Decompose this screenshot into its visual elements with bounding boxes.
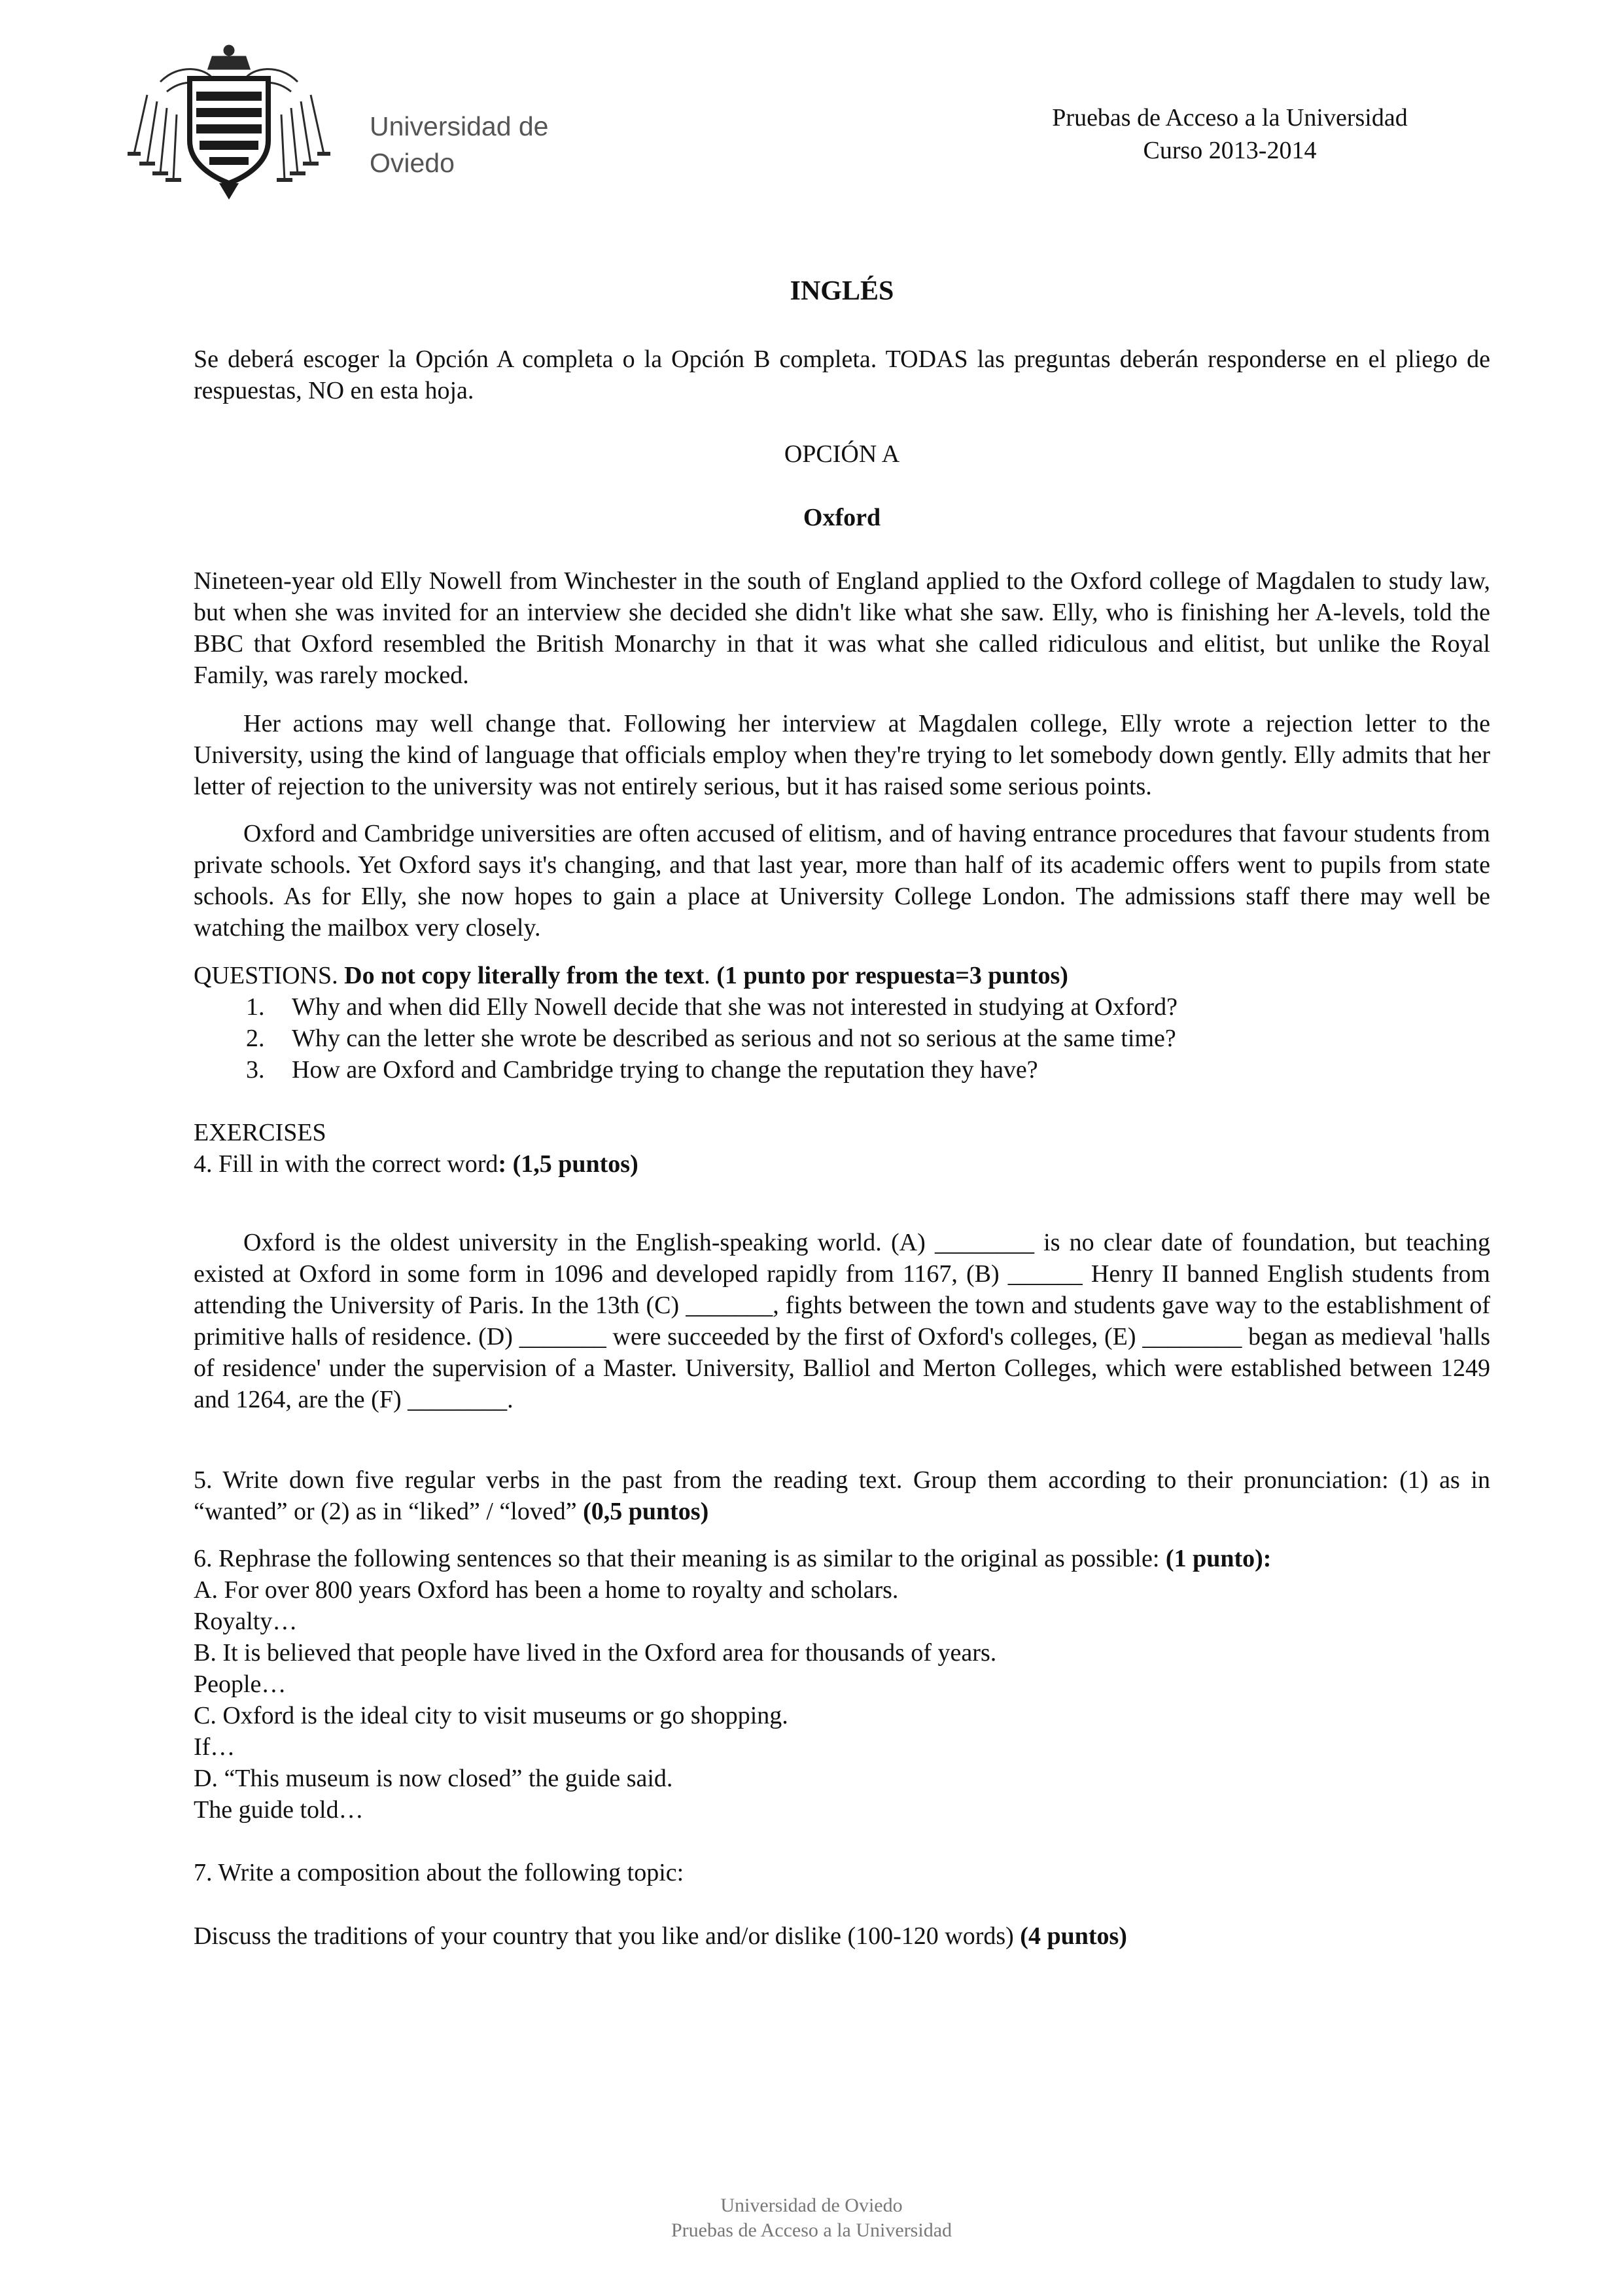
question-text: Why can the letter she wrote be described as serious and not so serious at the same time?: [292, 1025, 1176, 1052]
exercise-6-line: A. For over 800 years Oxford has been a home to royalty and scholars.: [194, 1576, 899, 1604]
questions-list: [194, 991, 1490, 1086]
footer-line1: Universidad de Oviedo: [720, 2195, 903, 2216]
question-number: 2.: [246, 1025, 265, 1052]
exercise-4-text: Oxford is the oldest university in the English-speaking world. (A) ________ is no clear date of foundation, but teaching existed at Oxford in some form in 1096 and developed rapidly from 1167, (B) ______ Henry II banned English students from attending the University of Paris. In the 13th (C) _______, fights between the town and students gave way to the establishment of primitive halls of residence. (D) _______ were succeeded by the first of Oxford's colleges, (E) ________ began as medieval 'halls of residence' under the supervision of a Master. University, Balliol and Merton Colleges, which were established between 1249 and 1264, are the (F) ________.: [194, 1229, 1490, 1413]
exercise-6-line: C. Oxford is the ideal city to visit museums or go shopping.: [194, 1702, 788, 1729]
exercise-4-heading: [194, 1148, 1490, 1180]
questions-label: QUESTIONS.: [194, 962, 338, 989]
exercise-6-line: People…: [194, 1670, 287, 1698]
exercise-6-heading: [194, 1543, 1490, 1574]
exam-year: Curso 2013-2014: [1143, 137, 1317, 164]
exercise-6-score: (1 punto):: [1165, 1545, 1272, 1572]
exercise-7-score: (4 puntos): [1020, 1922, 1127, 1950]
question-text: How are Oxford and Cambridge trying to change the reputation they have?: [292, 1056, 1038, 1084]
exam-header: [968, 101, 1492, 167]
exam-name: Pruebas de Acceso a la Universidad: [1052, 104, 1408, 132]
exercise-6-line: B. It is believed that people have lived in the Oxford area for thousands of years.: [194, 1639, 997, 1667]
exercise-6-line: D. “This museum is now closed” the guide said.: [194, 1765, 673, 1792]
question-number: 1.: [246, 993, 265, 1021]
university-name: [370, 108, 549, 181]
exercise-6-line: Royalty…: [194, 1608, 298, 1635]
questions-score: (1 punto por respuesta=3 puntos): [716, 962, 1068, 989]
exercise-6-line: The guide told…: [194, 1796, 364, 1824]
university-crest-logo: [121, 43, 337, 203]
reading-paragraph-3: Oxford and Cambridge universities are often accused of elitism, and of having entrance procedures that favour students from private schools. Yet Oxford says it's changing, and that last year, more than half of its academic offers went to pupils from state schools. As for Elly, she now hopes to gain a place at University College London. The admissions staff there may well be watching the mailbox very closely.: [194, 820, 1490, 942]
reading-paragraph-2: Her actions may well change that. Following her interview at Magdalen college, Elly wrote a rejection letter to the University, using the kind of language that officials employ when they're trying to let somebody down gently. Elly admits that her letter of rejection to the university was not entirely serious, but it has raised some serious points.: [194, 710, 1490, 800]
exercise-6-text: 6. Rephrase the following sentences so that their meaning is as similar to the original as possible:: [194, 1545, 1160, 1572]
exercise-4-label: 4. Fill in with the correct word: [194, 1150, 498, 1178]
question-number: 3.: [246, 1056, 265, 1084]
questions-note: Do not copy literally from the text: [344, 962, 705, 989]
option-heading: OPCIÓN A: [784, 440, 900, 468]
questions-note-dot: .: [704, 962, 710, 989]
question-text: Why and when did Elly Nowell decide that she was not interested in studying at Oxford?: [292, 993, 1178, 1021]
page-footer: [0, 2193, 1623, 2243]
exercise-6: [194, 1543, 1490, 1826]
exercise-6-line: If…: [194, 1733, 236, 1761]
university-name-line2: Oviedo: [370, 148, 455, 178]
exercise-7-heading: 7. Write a composition about the following topic:: [194, 1859, 684, 1886]
exercise-7-text: Discuss the traditions of your country that you like and/or dislike (100-120 words): [194, 1922, 1014, 1950]
question-item: [194, 1023, 1490, 1054]
exercise-5-score: (0,5 puntos): [583, 1498, 709, 1525]
university-name-line1: Universidad de: [370, 111, 549, 141]
page-title: INGLÉS: [790, 276, 894, 306]
reading-title: Oxford: [803, 504, 881, 531]
question-item: [194, 1054, 1490, 1086]
exercise-4-score: : (1,5 puntos): [498, 1150, 638, 1178]
exercise-7-topic: [194, 1920, 1490, 1952]
exercises-heading: EXERCISES: [194, 1119, 326, 1146]
footer-line2: Pruebas de Acceso a la Universidad: [671, 2219, 952, 2241]
questions-heading: [194, 960, 1490, 991]
instructions: Se deberá escoger la Opción A completa o la Opción B completa. TODAS las preguntas deberán responderse en el pliego de respuestas, NO en esta hoja.: [194, 345, 1490, 404]
reading-paragraph-1: Nineteen-year old Elly Nowell from Winchester in the south of England applied to the Oxford college of Magdalen to study law, but when she was invited for an interview she decided she didn't like what she saw. Elly, who is finishing her A-levels, told the BBC that Oxford resembled the British Monarchy in that it was what she called ridiculous and elitist, but unlike the Royal Family, was rarely mocked.: [194, 567, 1490, 689]
exercise-5-text: 5. Write down five regular verbs in the past from the reading text. Group them according to their pronunciation: (1) as in “wanted” or (2) as in “liked” / “loved”: [194, 1466, 1490, 1525]
question-item: [194, 991, 1490, 1023]
exercise-5: [194, 1464, 1490, 1527]
